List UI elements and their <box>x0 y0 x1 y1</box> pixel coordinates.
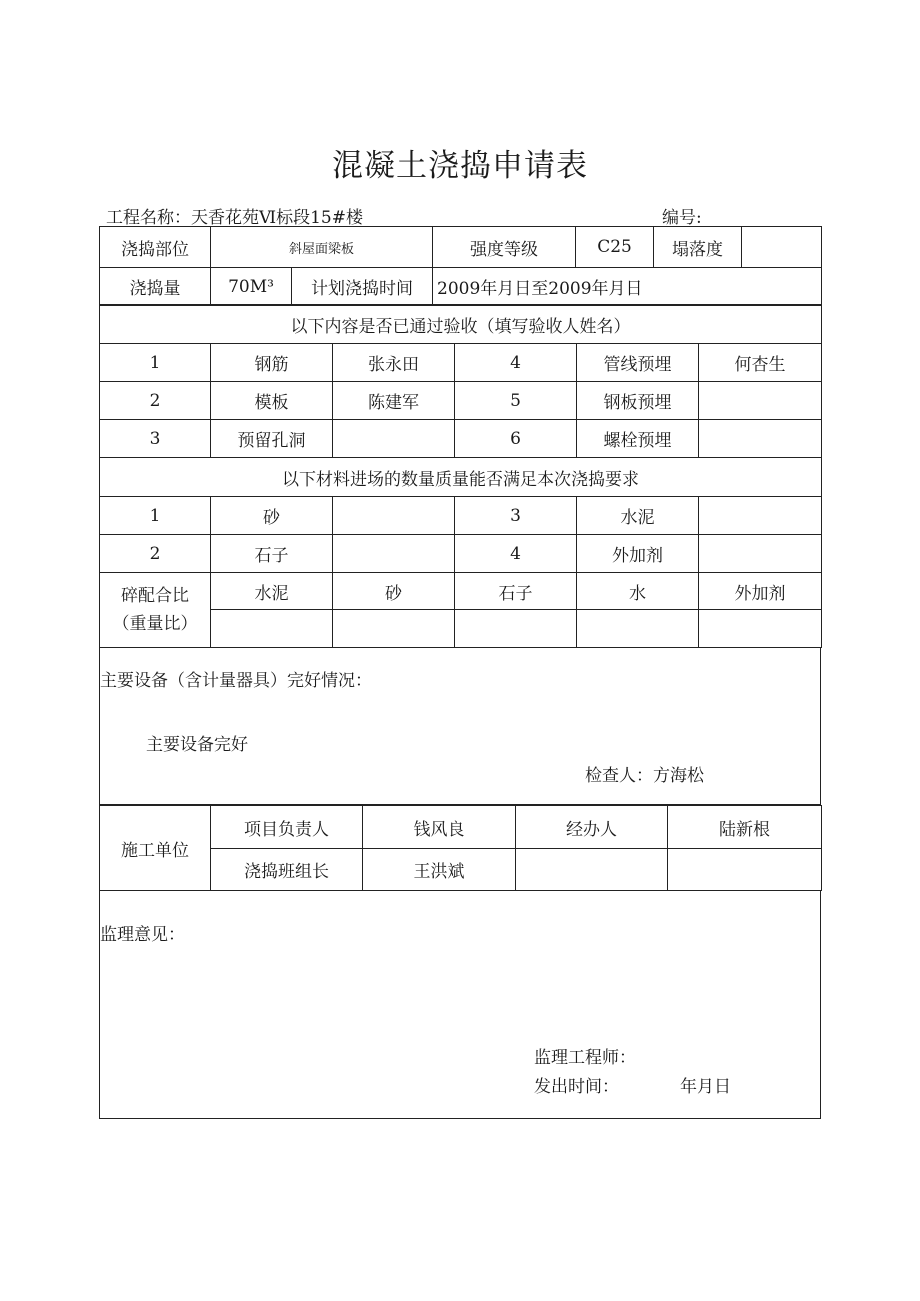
material-status[interactable] <box>699 535 822 573</box>
inspector: 检查人：方海松 <box>585 766 704 786</box>
table-row <box>100 382 822 420</box>
handler-label: 经办人 <box>516 806 668 849</box>
pour-info-table <box>99 226 822 306</box>
material-status[interactable] <box>333 497 455 535</box>
acceptance-person[interactable]: 何杏生 <box>699 344 822 382</box>
mix-header: 水泥 <box>211 573 333 610</box>
mix-header: 石子 <box>455 573 577 610</box>
acceptance-person[interactable] <box>699 382 822 420</box>
slump-value[interactable] <box>742 227 822 268</box>
material-item: 砂 <box>211 497 333 535</box>
slump-label: 塌落度 <box>654 227 742 268</box>
supervision-section <box>99 890 821 1119</box>
row-number: 1 <box>100 497 211 535</box>
mix-value[interactable] <box>333 610 455 648</box>
row-number: 3 <box>100 420 211 458</box>
equipment-status[interactable]: 主要设备完好 <box>146 735 248 755</box>
pour-part-label: 浇捣部位 <box>100 227 211 268</box>
pour-volume-label: 浇捣量 <box>100 268 211 306</box>
mix-value[interactable] <box>577 610 699 648</box>
material-item: 石子 <box>211 535 333 573</box>
row-number: 4 <box>455 344 577 382</box>
acceptance-item: 钢筋 <box>211 344 333 382</box>
material-item: 外加剂 <box>577 535 699 573</box>
team-leader-name[interactable]: 王洪斌 <box>363 849 516 891</box>
row-number: 3 <box>455 497 577 535</box>
issue-time-label: 发出时间： <box>534 1077 619 1097</box>
pour-volume-value[interactable]: 70M³ <box>211 268 292 306</box>
acceptance-item: 钢板预埋 <box>577 382 699 420</box>
material-status[interactable] <box>333 535 455 573</box>
acceptance-person[interactable] <box>699 420 822 458</box>
acceptance-item: 模板 <box>211 382 333 420</box>
handler-name[interactable]: 陆新根 <box>668 806 822 849</box>
row-number: 1 <box>100 344 211 382</box>
project-manager-name[interactable]: 钱风良 <box>363 806 516 849</box>
row-number: 4 <box>455 535 577 573</box>
acceptance-person[interactable]: 张永田 <box>333 344 455 382</box>
blank-cell[interactable] <box>516 849 668 891</box>
mix-ratio-label-line2: （重量比） <box>112 614 198 634</box>
table-row <box>100 497 822 535</box>
mix-value[interactable] <box>211 610 333 648</box>
strength-grade-label: 强度等级 <box>433 227 576 268</box>
mix-ratio-label-line1: 碎配合比 <box>121 586 189 606</box>
strength-grade-value[interactable]: C25 <box>576 227 654 268</box>
material-item: 水泥 <box>577 497 699 535</box>
blank-cell[interactable] <box>668 849 822 891</box>
acceptance-person[interactable]: 陈建军 <box>333 382 455 420</box>
acceptance-heading: 以下内容是否已通过验收（填写验收人姓名） <box>100 305 822 344</box>
row-number: 2 <box>100 382 211 420</box>
mix-header: 砂 <box>333 573 455 610</box>
mix-header: 外加剂 <box>699 573 822 610</box>
form-number-label: 编号: <box>662 208 702 228</box>
acceptance-table <box>99 304 822 648</box>
mix-value[interactable] <box>455 610 577 648</box>
row-number: 6 <box>455 420 577 458</box>
planned-time-value[interactable]: 2009年月日至2009年月日 <box>433 268 822 306</box>
acceptance-item: 螺栓预埋 <box>577 420 699 458</box>
acceptance-item: 预留孔洞 <box>211 420 333 458</box>
table-row <box>100 420 822 458</box>
equipment-section <box>99 648 821 805</box>
mix-ratio-label <box>100 573 211 648</box>
table-row <box>100 344 822 382</box>
acceptance-item: 管线预埋 <box>577 344 699 382</box>
acceptance-person[interactable] <box>333 420 455 458</box>
table-row <box>100 535 822 573</box>
supervisor-engineer-label: 监理工程师： <box>534 1048 636 1068</box>
project-name: 工程名称：天香花苑Ⅵ标段15#楼 <box>106 208 363 228</box>
pour-part-value[interactable]: 斜屋面梁板 <box>211 227 433 268</box>
supervision-label: 监理意见： <box>100 925 185 945</box>
mix-value[interactable] <box>699 610 822 648</box>
construction-unit-label: 施工单位 <box>100 806 211 891</box>
construction-unit-table <box>99 805 822 891</box>
material-status[interactable] <box>699 497 822 535</box>
row-number: 2 <box>100 535 211 573</box>
issue-date: 年月日 <box>680 1077 731 1097</box>
page-title: 混凝土浇捣申请表 <box>332 148 588 184</box>
project-manager-label: 项目负责人 <box>211 806 363 849</box>
mix-header: 水 <box>577 573 699 610</box>
equipment-label: 主要设备（含计量器具）完好情况： <box>100 671 372 691</box>
planned-time-label: 计划浇捣时间 <box>292 268 433 306</box>
materials-heading: 以下材料进场的数量质量能否满足本次浇捣要求 <box>100 458 822 497</box>
team-leader-label: 浇捣班组长 <box>211 849 363 891</box>
row-number: 5 <box>455 382 577 420</box>
